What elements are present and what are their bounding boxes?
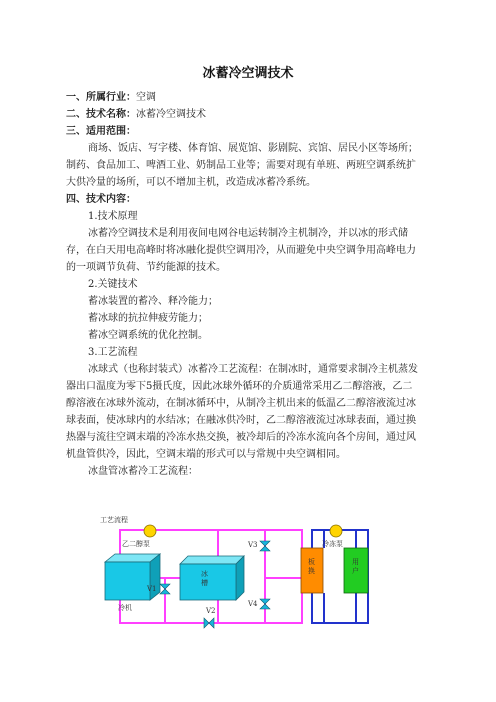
valve-v3-label: V3 [248, 541, 258, 549]
scope-heading: 三、适用范围： [66, 126, 136, 137]
scope-line: 制药、食品加工、啤酒工业、奶制品工业等；需要对现有单班、两班空调系统扩 [66, 160, 416, 171]
valve-v2-label: V2 [206, 607, 216, 615]
industry-label: 一、所属行业： [66, 92, 136, 103]
chilled-water-pump-label: 冷冻泵 [322, 540, 343, 548]
chiller-unit [105, 554, 160, 600]
process-line: 醇溶液在冰球外流动，在制冰循环中，从制冷主机出来的低温乙二醇溶液流过冰 [66, 398, 416, 409]
valve-v4-icon [260, 599, 270, 609]
diagram-intro: 冰盘管冰蓄冷工艺流程： [88, 466, 198, 477]
section-title: 1.技术原理 [88, 211, 138, 222]
chiller-label: 冷机 [118, 604, 132, 612]
diagram-caption: 工艺流程 [100, 516, 128, 524]
valve-v3-icon [260, 541, 270, 551]
industry-line [66, 89, 432, 106]
valve-v2-icon [204, 618, 214, 628]
industry-value: 空调 [136, 92, 156, 103]
ice-tank [180, 556, 244, 600]
process-line: 球表面，使冰球内的水结冰；在融冰供冷时，乙二醇溶液流过冰球表面，通过换 [66, 415, 416, 426]
valve-v4-label: V4 [248, 600, 258, 608]
key-tech-item: 蓄冰装置的蓄冷、释冷能力； [88, 296, 218, 307]
tech-name-value: 冰蓄冷空调技术 [136, 109, 206, 120]
tech-name-line [66, 106, 432, 123]
process-line: 器出口温度为零下5摄氏度，因此冰球外循环的介质通常采用乙二醇溶液，乙二 [66, 381, 413, 392]
section-title: 2.关键技术 [88, 279, 138, 290]
heat-exchanger-label: 板换 [308, 558, 315, 575]
page-title: 冰蓄冷空调技术 [202, 66, 294, 81]
principle-line: 的一项调节负荷、节约能源的技术。 [66, 262, 226, 273]
valve-v1-icon [160, 584, 170, 594]
process-flow-diagram [100, 518, 400, 636]
process-line: 冰球式（也称封装式）冰蓄冷工艺流程：在制冰时，通常要求制冷主机蒸发 [88, 364, 418, 375]
chilled-water-pump-icon [330, 525, 342, 537]
document-body [66, 89, 432, 480]
principle-line: 存，在白天用电高峰时将冰融化提供空调用冷，从而避免中央空调争用高峰电力 [66, 245, 416, 256]
scope-line: 商场、饭店、写字楼、体育馆、展览馆、影剧院、宾馆、居民小区等场所； [88, 143, 418, 154]
valve-v1-label: V1 [147, 585, 157, 593]
key-tech-item: 蓄冰球的抗拉伸疲劳能力； [88, 313, 208, 324]
process-line: 热器与流往空调末端的冷冻水热交换，被冷却后的冷冻水流向各个房间，通过风 [66, 432, 416, 443]
tech-name-label: 二、技术名称： [66, 109, 136, 120]
section-title: 3.工艺流程 [88, 347, 138, 358]
content-heading: 四、技术内容： [66, 194, 136, 205]
key-tech-item: 蓄冰空调系统的优化控制。 [88, 330, 208, 341]
glycol-pump-icon [144, 525, 156, 537]
process-line: 机盘管供冷，因此，空调末端的形式可以与常规中央空调相同。 [66, 449, 346, 460]
principle-line: 冰蓄冷空调技术是利用夜间电网谷电运转制冷主机制冷，并以冰的形式储 [88, 228, 408, 239]
ice-tank-label: 冰槽 [201, 570, 208, 587]
diagram-canvas [100, 518, 400, 636]
user-label: 用户 [352, 558, 359, 575]
glycol-pump-label: 乙二醇泵 [122, 540, 150, 548]
scope-line: 大供冷量的场所，可以不增加主机，改造成冰蓄冷系统。 [66, 177, 316, 188]
